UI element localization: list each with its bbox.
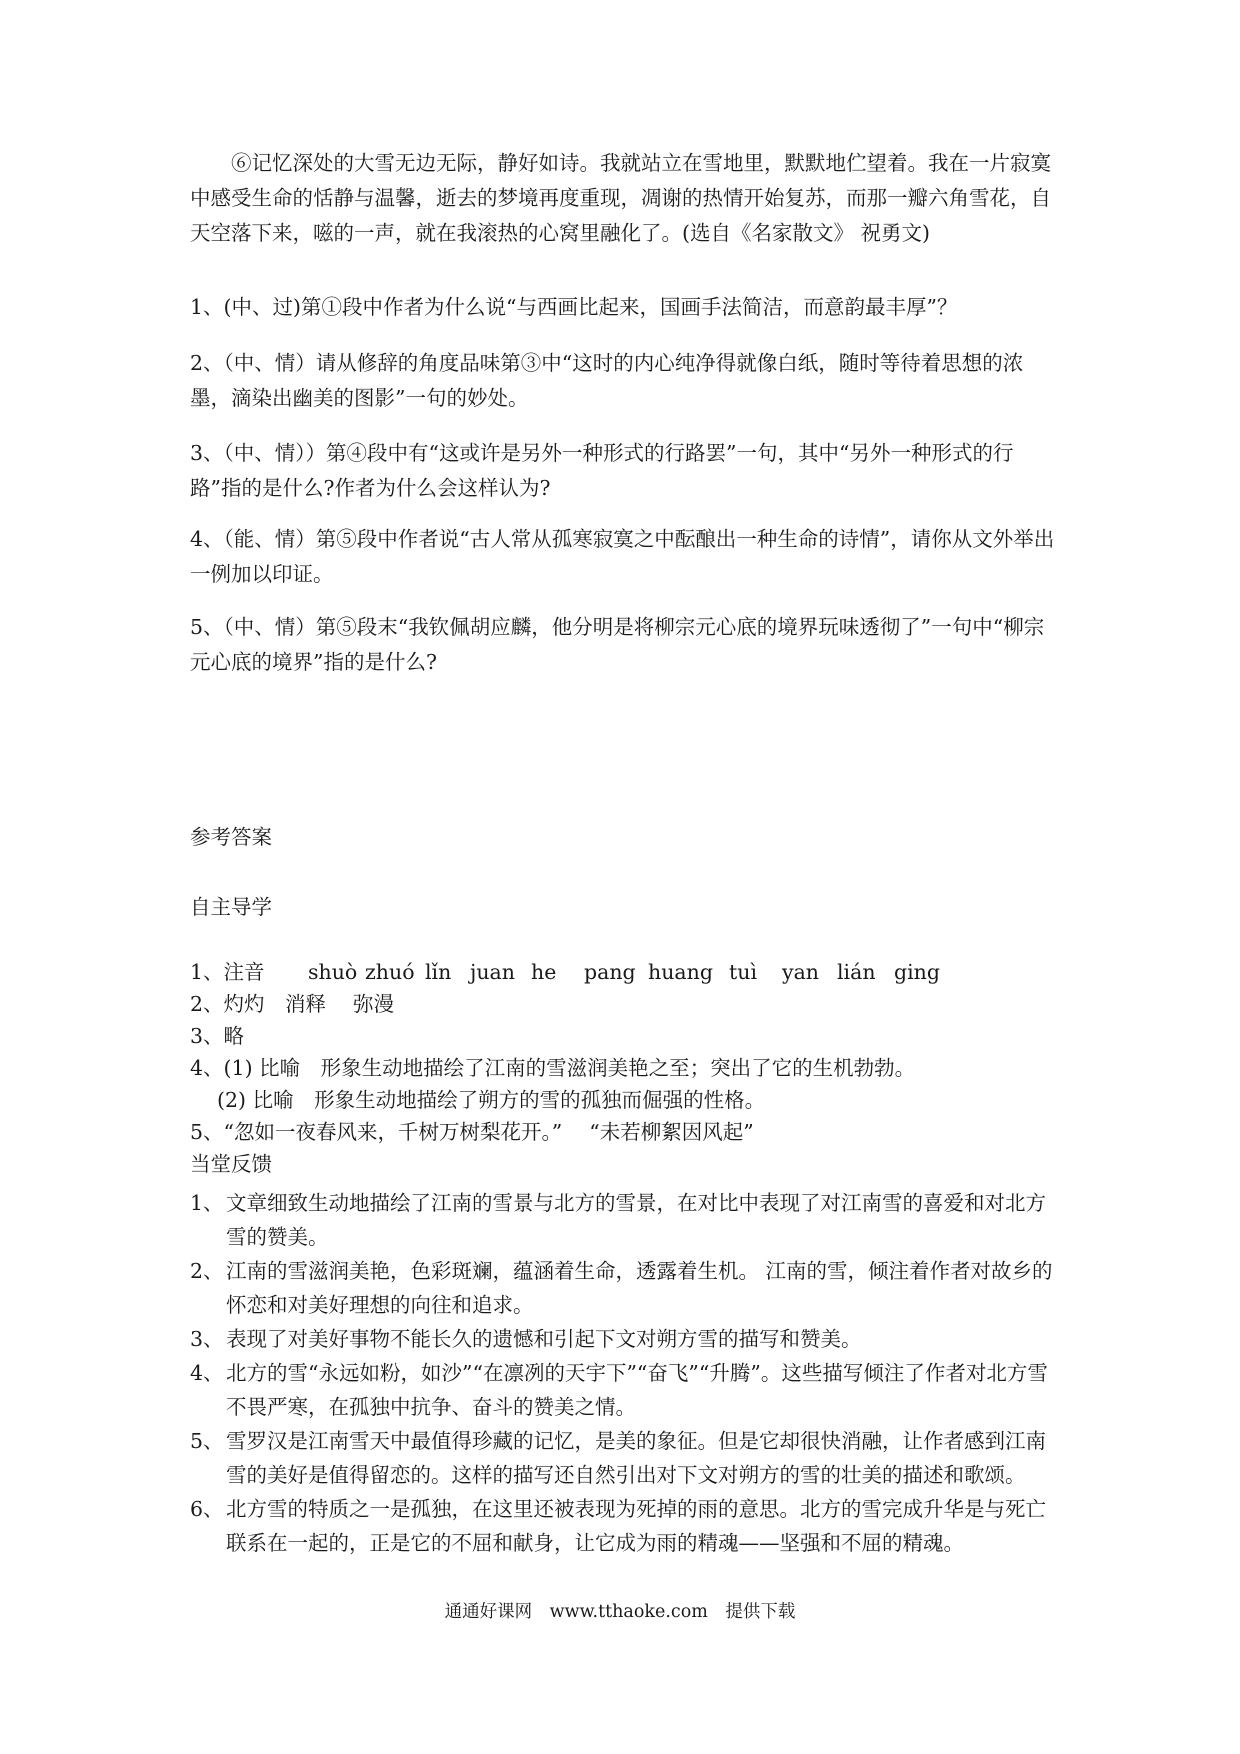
questions-section [190, 290, 1060, 325]
passage-section [190, 146, 1060, 251]
pinyin-item: shuò [308, 960, 358, 984]
self-study-answer-3: 3、略 [190, 1024, 245, 1048]
pinyin-item: juan [470, 960, 515, 984]
feedback-text: 雪罗汉是江南雪天中最值得珍藏的记忆，是美的象征。但是它却很快消融，让作者感到江南雪的美好是值得留恋的。这样的描写还自然引出对下文对朔方的雪的壮美的描述和歌颂。 [226, 1429, 1046, 1487]
pinyin-item: lián [837, 960, 876, 984]
self-study-answers [190, 956, 1060, 1180]
feedback-number: 3、 [190, 1327, 224, 1351]
question-4-wrap [190, 522, 1060, 592]
question-3-wrap [190, 436, 1060, 506]
question-3: 3、（中、情））第④段中有“这或许是另外一种形式的行路罢”一句，其中“另外一种形式的行路”指的是什么?作者为什么会这样认为? [190, 441, 1014, 500]
question-5-wrap [190, 610, 1060, 680]
self-study-answer-4b: (2) 比喻 形象生动地描绘了朔方的雪的孤独而倔强的性格。 [190, 1088, 766, 1112]
self-study-answer-5: 5、“忽如一夜春风来，千树万树梨花开。” “未若柳絮因风起” [190, 1120, 754, 1144]
question-5: 5、（中、情）第⑤段末“我钦佩胡应麟，他分明是将柳宗元心底的境界玩味透彻了”一句中“柳宗元心底的境界”指的是什么? [190, 615, 1045, 674]
feedback-text: 北方雪的特质之一是孤独，在这里还被表现为死掉的雨的意思。北方的雪完成升华是与死亡联系在一起的，正是它的不屈和献身，让它成为雨的精魂——坚强和不屈的精魂。 [226, 1497, 1046, 1555]
page-footer: 通通好课网 www.tthaoke.com 提供下载 [444, 1602, 796, 1622]
feedback-text: 表现了对美好事物不能长久的遗憾和引起下文对朔方雪的描写和赞美。 [226, 1327, 862, 1351]
pinyin-item: tuì [729, 960, 757, 984]
self-study-answer-4a: 4、(1) 比喻 形象生动地描绘了江南的雪滋润美艳之至；突出了它的生机勃勃。 [190, 1056, 916, 1080]
pinyin-item: zhuó [365, 960, 415, 984]
self-study-answer-2: 2、灼灼 消释 弥漫 [190, 992, 395, 1016]
passage-paragraph-6: ⑥记忆深处的大雪无边无际，静好如诗。我就站立在雪地里，默默地伫望着。我在一片寂寞中感受生命的恬静与温馨，逝去的梦境再度重现，凋谢的热情开始复苏，而那一瓣六角雪花，自天空落下来，嗞的一声，就在我滚热的心窝里融化了。(选自《名家散文》 祝勇文) [190, 151, 1051, 245]
pinyin-label: 1、注音 [190, 960, 265, 984]
pinyin-item: he [531, 960, 557, 984]
feedback-title: 当堂反馈 [190, 1152, 272, 1176]
self-study-title: 自主导学 [190, 895, 272, 919]
feedback-number: 4、 [190, 1361, 224, 1385]
question-1: 1、(中、过)第①段中作者为什么说“与西画比起来，国画手法简洁，而意韵最丰厚”？ [190, 295, 958, 319]
feedback-number: 6、 [190, 1497, 224, 1521]
self-study-title-wrap [190, 890, 1060, 925]
feedback-text: 北方的雪“永远如粉，如沙”“在凛冽的天宇下”“奋飞”“升腾”。这些描写倾注了作者对北方雪不畏严寒，在孤独中抗争、奋斗的赞美之情。 [226, 1361, 1048, 1419]
feedback-answers [190, 1186, 1060, 1560]
pinyin-item: huang [648, 960, 713, 984]
feedback-number: 2、 [190, 1259, 224, 1283]
feedback-number: 1、 [190, 1191, 224, 1215]
feedback-item [190, 1186, 1060, 1254]
pinyin-item: yan [782, 960, 820, 984]
feedback-text: 文章细致生动地描绘了江南的雪景与北方的雪景，在对比中表现了对江南雪的喜爱和对北方雪的赞美。 [226, 1191, 1046, 1249]
answers-title: 参考答案 [190, 825, 272, 849]
feedback-item [190, 1356, 1060, 1424]
pinyin-row [190, 956, 1060, 988]
pinyin-item: lǐn [425, 960, 452, 984]
answers-title-wrap [190, 820, 1060, 855]
feedback-item [190, 1492, 1060, 1560]
pinyin-item: pang [584, 960, 636, 984]
pinyin-item: ging [894, 960, 941, 984]
question-2: 2、（中、情）请从修辞的角度品味第③中“这时的内心纯净得就像白纸，随时等待着思想的浓墨，滴染出幽美的图影”一句的妙处。 [190, 351, 1024, 410]
feedback-number: 5、 [190, 1429, 224, 1453]
question-2-wrap [190, 346, 1060, 416]
feedback-item [190, 1424, 1060, 1492]
feedback-item [190, 1322, 1060, 1356]
feedback-text: 江南的雪滋润美艳，色彩斑斓，蕴涵着生命，透露着生机。 江南的雪，倾注着作者对故乡的怀恋和对美好理想的向往和追求。 [226, 1259, 1053, 1317]
question-4: 4、（能、情）第⑤段中作者说“古人常从孤寒寂寞之中酝酿出一种生命的诗情”，请你从文外举出一例加以印证。 [190, 527, 1055, 586]
feedback-item [190, 1254, 1060, 1322]
